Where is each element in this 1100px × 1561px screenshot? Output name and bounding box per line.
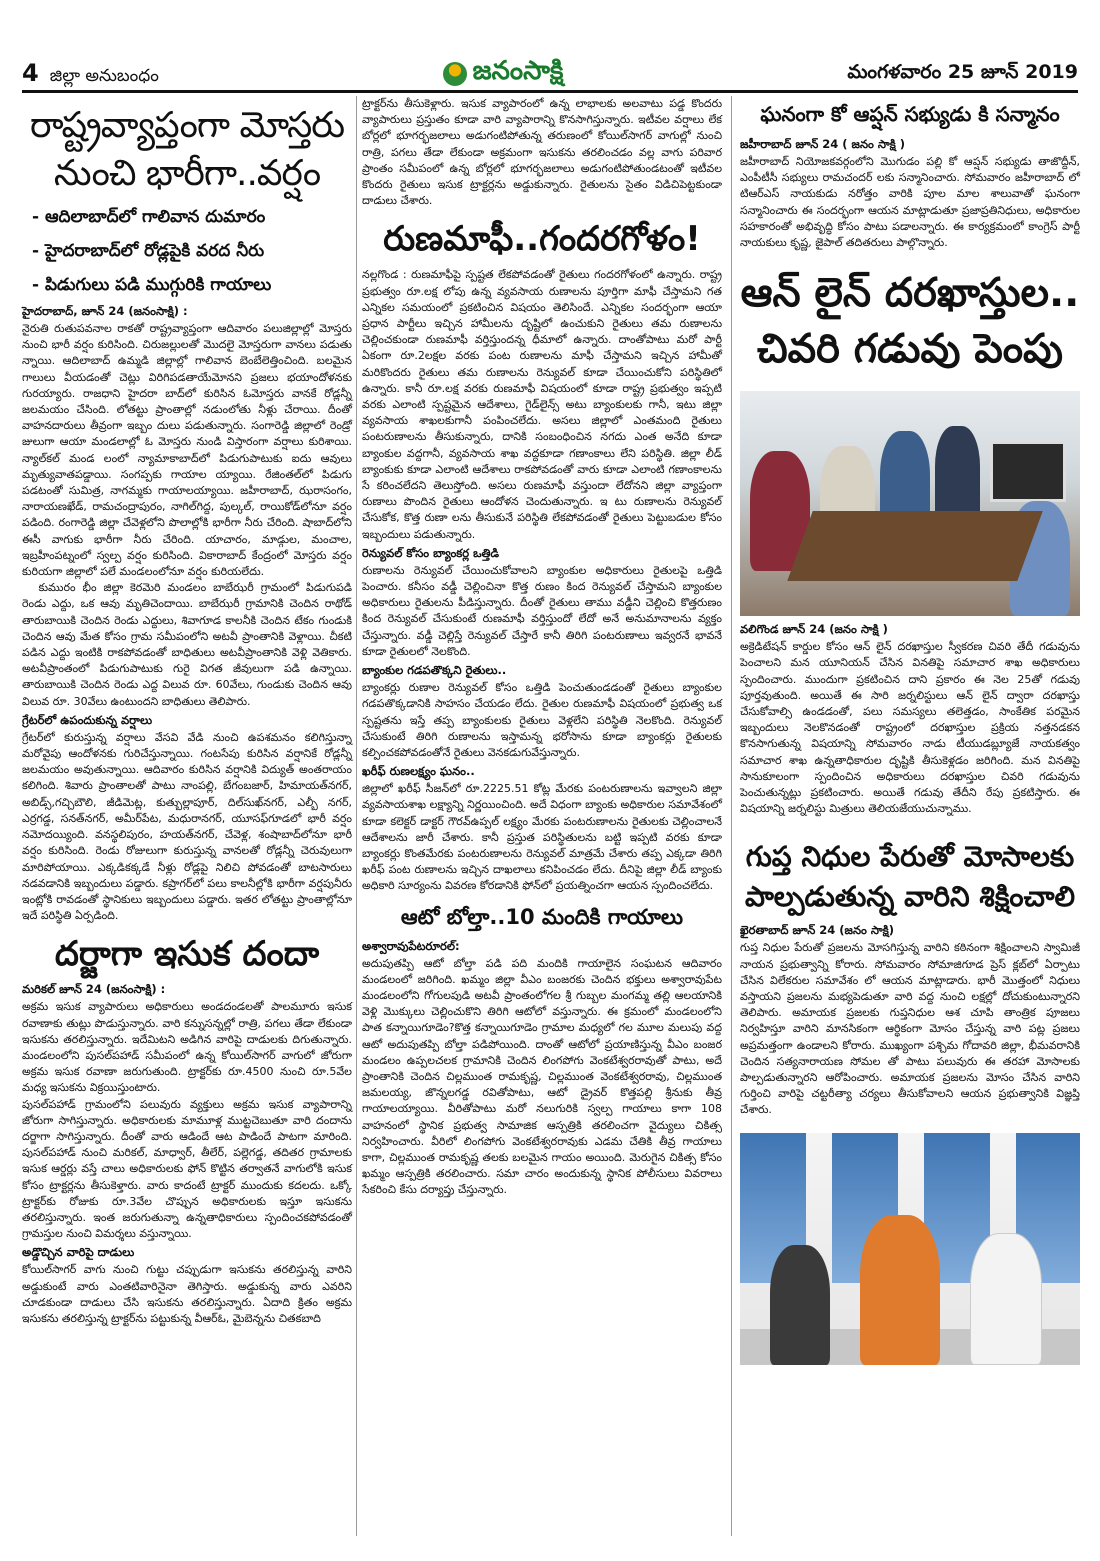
page-number: 4 (22, 58, 39, 87)
person-shape (860, 1215, 940, 1365)
issue-date: మంగళవారం 25 జూన్ 2019 (847, 60, 1078, 83)
column-divider (731, 96, 732, 1536)
article-paragraph: గుప్త నిధుల పేరుతో ప్రజలను మోసగిస్తున్న వారిని కఠినంగా శిక్షించాలని స్వామిజీ నాయన ప్రభుత్వాన్ని కోరారు. సోమవారం సోమాజిగూడ ప్రెస్‌ క్లబ్‌లో ఏర్పాటు చేసిన విలేకరుల సమావేశం లో ఆయన మాట్లాడారు. భారీ మొత్తంలో నిధులు వస్తాయని ప్రజలను మభ్యపెడుతూ వారి వద్ద నుంచి లక్షల్లో దోచుకుంటున్నారని తెలిపారు. అమాయక ప్రజలకు గుప్తనిధుల ఆశ చూపి తాంత్రిక పూజలు నిర్వహిస్తూ వారిని మానసికంగా ఆర్థికంగా మోసం చేస్తున్న వారి పట్ల ప్రజలు అప్రమత్తంగా ఉండాలని కోరారు. ముఖ్యంగా పశ్చిమ గోదావరి జిల్లా, భీమవరానికి చెందిన సత్యనారాయణ సోమల తో పాటు పలువురు ఈ తరహా మోసాలకు పాల్పడుతున్నారని ఆరోపించారు. అమాయక ప్రజలను మోసం చేసిన వారిని గుర్తించి వారిపై చట్టరీత్యా చర్యలు తీసుకోవాలని ఆయన ప్రభుత్వానికి విజ్ఞప్తి చేశారు. (740, 941, 1080, 1117)
monitor-shape (990, 441, 1066, 502)
article-paragraph: అక్రమ ఇసుక వ్యాపారులు అధికారులు అండదండలతో పాలమూరు ఇసుక రవాణాకు తుట్లు పొడుస్తున్నారు. వారి కన్నుసన్నల్లో రాత్రి, పగలు తేడా లేకుండా ఇసుకను తరలిస్తున్నారు. ఇదేమిటని అడిగిన వారిపై దాడులకు దిగుతున్నారు. మండలంలోని పుసల్‌పహాడ్‌ సమీపంలో ఉన్న కోయిల్‌సాగర్‌ వాగులో జోరుగా అక్రమ ఇసుక రవాణా జరుగుతుంది. ట్రాక్టర్‌కు రూ.4500 నుంచి రూ.5వేల మధ్య ఇసుకను విక్రయిస్తుంటారు. (22, 1000, 352, 1095)
column-2 (362, 96, 722, 1199)
article-paragraph: నైరుతి రుతుపవనాల రాకతో రాష్ట్రవ్యాప్తంగా ఆదివారం పలుజిల్లాల్లో మోస్తరు నుంచి భారీ వర్షం కురిసింది. చిరుజల్లులతో మొదలై మోస్తరుగా వానలు పడుతు న్నాయి. ఆదిలాబాద్‌ ఉమ్మడి జిల్లాల్లో గాలివాన బెంబేలెత్తించింది. బలమైన గాలులు వీయడంతో చెట్లు విరిగిపడతాయేమోనని ప్రజలు భయాందోళనకు గురయ్యారు. రాజధాని హైదరా బాద్‌లో కురిసిన ఓమోస్తరు వానకే రోడ్లన్నీ జలమయం చేసింది. లోతట్టు ప్రాంతాల్లో నడుంలోతు నీళ్లు చేరాయి. దీంతో వాహనదారులు తీవ్రంగా ఇబ్బం దులు పడుతున్నారు. సంగారెడ్డి జిల్లాలో రెండ్రో జులుగా ఆయా మండలాల్లో ఓ మోస్తరు నుండి విస్తారంగా వర్షాలు కురిశాయి. న్యాల్‌కల్‌ మండ లంలో న్యామాకాబాద్‌లో పిడుగుపాటుకు ఐదు ఆవులు మృత్యువాతపడ్డాయి. సంగప్పకు గాయాల య్యాయి. రేజింతల్‌లో పిడుగు పడటంతో సుమిత్ర, నాగమ్మకు గాయాలయ్యాయి. జహీరాబాద్‌, ఝరాసంగం, నారాయణఖేడ్‌, రామచంద్రాపురం, నాగిల్‌గిద్ద, పుల్కల్‌, రాయికోడ్‌లోనూ వర్షం పడింది. రంగారెడ్డి జిల్లా చేవెళ్లలోని పొలాల్లోకి భారీగా నీరు చేరింది. షాబాద్‌లోని ఈసీ వాగుకు భారీగా నీరు చేరింది. యాచారం, మాడ్గుల, మంచాల, ఇబ్రహీంపట్నంలో స్వల్ప వర్షం కురిసింది. వికారాబాద్‌ కేంద్రంలో మోస్తరు వర్షం కురియగా జిల్లాలో పలే మండలంలోనూ వర్షం కురియలేదు. (22, 322, 352, 579)
masthead (443, 56, 564, 92)
article-paragraph: కుమురం భీం జిల్లా కెరమెరి మండలం బాబేఝరీ గ్రామంలో పిడుగుపడి రెండు ఎద్దు, ఒక ఆవు మృతిచెందాయి. బాబేఝరీ గ్రామానికి చెందిన రాథోడ్‌ తారుబాయికి చెందిన రెండు ఎద్దులు, శివాగూడ కాలనీకి చెందిన టేకం గుండుకి చెందిన ఆవు మేత కోసం గ్రామ సమీపంలోని అటవీ ప్రాంతానికి వెళ్లాయి. చీకటి పడిన ఎద్దు ఇంటికి రాకపోవడంతో బాధితులు అటవీప్రాంతానికి వెళ్లి వెతికారు. అటవీప్రాంతంలో పిడుగుపాటుకు గురై విగత జీవులుగా పడి ఉన్నాయి. తారుబాయికి చెందిన రెండు ఎద్ద విలువ రూ. 60వేలు, గుండుకు చెందిన ఆవు విలువ రూ. 30వేలు ఉంటుందని బాధితులు తెలిపారు. (22, 581, 352, 708)
dateline: హైదరాబాద్‌, జూన్‌ 24 (జనంసాక్షి) : (22, 304, 188, 318)
dateline: ఖైరతాబాద్‌ జూన్‌ 24 (జనం సాక్షి) (740, 923, 894, 938)
dateline: మరికల్‌ జూన్‌ 24 (జనంసాక్షి) : (22, 982, 166, 997)
article-paragraph: నల్లగొండ : రుణమాఫీపై స్పష్టత లేకపోవడంతో రైతులు గందరగోళంలో ఉన్నారు. రాష్ట్ర ప్రభుత్వం రూ.లక్ష లోపు ఉన్న వ్యవసాయ రుణాలను పూర్తిగా మాఫీ చేస్తామని గత ఎన్నికల సమయంలో ప్రకటించిన విషయం తెలిసిందే. ఎన్నికల సందర్భంగా ఆయా ప్రధాన పార్టీలు ఇచ్చిన హామీలను దృష్టిలో ఉంచుకుని రైతులు తమ రుణాలను చెల్లించకుండా రుణమాఫీ వర్తిస్తుందన్న ధీమాలో ఉన్నారు. దాంతోపాటు మరో పార్టీ ఏకంగా రూ.2లక్షల వరకు పంట రుణాలను మాఫీ చేస్తామని ఇచ్చిన హామీతో మరికొందరు రైతులు తమ రుణాలను రెన్యువల్‌ కూడా చేయించుకోని పరిస్థితిలో ఉన్నారు. కానీ రూ.లక్ష వరకు రుణమాఫీ విషయంలో కూడా రాష్ట్ర ప్రభుత్వం ఇప్పటి వరకు ఎలాంటి స్పష్టమైన ఆదేశాలు, గైడ్‌లైన్స్‌ అటు బ్యాంకులకు గానీ, ఇటు జిల్లా వ్యవసాయ శాఖలకుగానీ పంపించలేదు. అసలు జిల్లాలో ఎంతమంది రైతులు పంటరుణాలను తీసుకున్నారు, దానికి సంబంధించిన నగదు ఎంత అనేది కూడా బ్యాంకుల వద్దగానీ, వ్యవసాయ శాఖ వద్దకూడా గణాంకాలు లేని పరిస్థితి. జిల్లా లీడ్‌ బ్యాంకుకు కూడా ఎలాంటి ఆదేశాలు రాకపోవడంతో వారు కూడా ఎలాంటి గణాంకాలను సే కరించలేదని తెలుస్తోంది. అసలు రుణమాఫీ వస్తుందా లేదోనని జిల్లా వ్యాప్తంగా రుణాలు పొందిన రైతులు ఆందోళన చెందుతున్నారు. ఇ టు రుణాలను రెన్యువల్‌ చేసుకోక, కొత్త రుణా లను తీసుకునే పరిస్థితి లేకపోవడంతో రైతులు పెట్టుబడుల కోసం ఇబ్బందులు పడుతున్నారు. (362, 268, 722, 541)
masthead-logo-icon (443, 62, 467, 86)
dateline: జహీరాబాద్‌ జూన్‌ 24 ( జనం సాక్షి ) (740, 137, 905, 151)
headline-auto-accident: ఆటో బోల్తా..10 మందికి గాయాలు (400, 904, 684, 929)
subhead: - ఆదిలాబాద్‌లో గాలివాన దుమారం (32, 207, 266, 227)
table-shape (787, 511, 1042, 581)
article-paragraph: జిల్లాలో ఖరీఫ్‌ సీజన్‌లో రూ.2225.51 కోట్ల మేరకు పంటరుణాలను ఇవ్వాలని జిల్లా వ్యవసాయశాఖ లక్ష్యాన్ని నిర్ణయించింది. అదే విధంగా బ్యాంకు అధికారుల సమావేశంలో కూడా కలెక్టర్‌ డాక్టర్‌ గౌరవ్‌ఉప్పల్‌ లక్ష్యం మేరకు పంటరుణాలను రైతులకు చెల్లించాలనే ఆదేశాలను జారీ చేశారు. కానీ ప్రస్తుత పరిస్థితులను బట్టి ఇప్పటి వరకు కూడా బ్యాంకర్లు కొంతమేరకు పంటరుణాలను రెన్యువల్‌ మాత్రమే చేశారు తప్ప ఎక్కడా తిరిగి ఖరీఫ్‌ పంట రుణాలను ఇచ్చిన దాఖలాలు కనిపించడం లేదు. దీనిపై జిల్లా లీడ్‌ బ్యాంకు అధికారి సూర్యంను వివరణ కోరడానికి ఫోన్‌లో ప్రయత్నించగా ఆయన స్పందించలేదు. (362, 782, 722, 893)
page-header (22, 58, 1078, 93)
press-club-photo (740, 1133, 1080, 1365)
article-paragraph: బ్యాంకర్లు రుణాల రెన్యువల్‌ కోసం ఒత్తిడి పెంచుతుండడంతో రైతులు బ్యాంకుల గడపతొక్కడానికి సాహసం చేయడం లేదు. రైతుల రుణమాఫీ విషయంలో ప్రభుత్వ ఒక స్పష్టతను ఇస్తే తప్ప బ్యాంకులకు రైతులు వెళ్లలేని పరిస్థితి నెలకొంది. రెన్యువల్‌ చేసుకుంటే తిరిగి రుణాలను ఇస్తామన్న భరోసాను కూడా బ్యాంకర్లు రైతులకు కల్పించకపోవడంతోనే రైతులు వెనకడుగువేస్తున్నారు. (362, 681, 722, 759)
page-number-section (22, 59, 159, 90)
article-paragraph: ట్రాక్టర్‌ను తీసుకెళ్లారు. ఇసుక వ్యాపారంలో ఉన్న లాభాలకు అలవాటు పడ్డ కొందరు వ్యాపారులు ప్రస్తుతం కూడా వారి వ్యాపారాన్ని కొనసాగిస్తున్నారు. ఇటీవల వర్షాలు లేక బోర్లలో భూగర్భజలాలు అడుగంటిపోతున్న తరుణంలో కోయిల్‌సాగర్‌ వాగుల్లో నుంచి రాత్రి, పగలు తేడా లేకుండా అక్రమంగా ఇసుకను తరలించడం వల్ల వాగు పరివార ప్రాంతం సమీపంలో ఉన్న బోర్లలో భూగర్భజలాలు అడుగంటిపోతుండటంతో ఇటీవల కొందరు రైతులు ఇసుక ట్రాక్టర్లను అడ్డుకున్నారు. రైతులను సైతం విడిచిపెట్టకుండా దాడులు చేశారు. (362, 97, 722, 208)
section-name: జిల్లా అనుబంధం (49, 65, 159, 86)
masthead-title: జనంసాక్షి (472, 56, 564, 86)
inline-heading: అడ్డొచ్చిన వారిపై దాడులు (22, 1245, 135, 1260)
headline-hidden-treasure: గుప్త నిధుల పేరుతో మోసాలకు పాల్పడుతున్న వారిని శిక్షించాలి (744, 840, 1076, 914)
column-divider (356, 96, 357, 1536)
article-paragraph: పుసల్‌పహాడ్‌ గ్రామంలోని పలువురు వ్యక్తులు అక్రమ ఇసుక వ్యాపారాన్ని జోరుగా సాగిస్తున్నారు. అధికారులకు మామూళ్ల ముట్టచెబుతూ వారి దందాను దర్జాగా సాగిస్తున్నారు. దీంతో వారు ఆడిందే ఆట పాడిందే పాటగా మారింది. పుసల్‌పహాడ్‌ నుంచి మరికల్‌, మాధ్వార్‌, తీలేర్‌, పల్లెగడ్డ, తదితర గ్రామాలకు ఇసుక ఆర్డర్లు వస్తే చాలు అధికారులకు ఫోన్‌ కొట్టిన తర్వాతనే వాగులోకి ఇసుక కోసం ట్రాక్టర్లను తీసుకెళ్తారు. వారు కాదంటే ట్రాక్టర్‌ ముందుకు కదలదు. ఒక్కో ట్రాక్టర్‌కు రోజుకు రూ.3వేల చొప్పున అధికారులకు ఇస్తూ ఇసుకను తరలిస్తున్నారు. ఇంత జరుగుతున్నా ఉన్నతాధికారులు స్పందించకపోవడంతో గ్రామస్తుల నుంచి విమర్శలు వస్తున్నాయి. (22, 1097, 352, 1241)
subhead: - పిడుగులు పడి ముగ్గురికి గాయాలు (32, 275, 272, 295)
column-1 (22, 96, 352, 1327)
headline-rain: రాష్ట్రవ్యాప్తంగా మోస్తరు నుంచి భారీగా..వర్షం (29, 105, 345, 194)
article-paragraph: అదుపుతప్పి ఆటో బోల్తా పడి పది మందికి గాయాలైన సంఘటన ఆదివారం మండలంలో జరిగింది. ఖమ్మం జిల్లా వీఎం బంజరకు చెందిన భక్తులు అశ్వారావుపేట మండలంలోని గోగులపుడి అటవీ ప్రాంతంలోగల శ్రీ గుబ్బల మంగమ్మ తల్లి ఆలయానికి వెళ్లి మొక్కులు చెల్లించుకొని తిరిగి ఆటోలో వస్తున్నారు. ఈ క్రమంలో మండలంలోని పాత కన్నాయిగూడెం?కొత్త కన్నాయిగూడెం గ్రామాల మధ్యలో గల మూల మలుపు వద్ద ఆటో అదుపుతప్పి బోల్తా పడిపోయింది. దాంతో ఆటోలో ప్రయాణిస్తున్న వీఎం బంజర మండలం ఉప్పలచలక గ్రామానికి చెందిన లింగపోగు వెంకటేశ్వరరావుతో పాటు, అదే ప్రాంతానికి చెందిన చిల్లముంత రామకృష్ణ, చిల్లముంత వెంకటేశ్వరరావు, చిల్లముంత జమలయ్య, జొన్నలగడ్డ రవితోపాటు, ఆటో డ్రైవర్‌ కొత్తపల్లి శ్రీనుకు తీవ్ర గాయాలయ్యాయి. వీరితోపాటు మరో నలుగురికి స్వల్ప గాయాలు కాగా 108 వాహనంలో స్థానిక ప్రభుత్వ సామాజిక ఆస్పత్రికి తరలించగా వైద్యులు చికిత్స నిర్వహించారు. వీరిలో లింగపోగు వెంకటేశ్వరరావుకు ఎడమ చేతికి తీవ్ర గాయాలు కాగా, చిల్లముంత రామకృష్ణ తలకు బలమైన గాయం అయింది. మెరుగైన చికిత్స కోసం ఖమ్మం ఆస్పత్రికి తరలించారు. సమా చారం అందుకున్న స్థానిక పోలీసులు వివరాలు సేకరించి కేసు దర్యాప్తు చేస్తున్నారు. (362, 956, 722, 1197)
article-paragraph: రుణాలను రెన్యువల్‌ చేయించుకోవాలని బ్యాంకుల అధికారులు రైతులపై ఒత్తిడి పెంచారు. కనీసం వడ్డీ చెల్లించినా కొత్త రుణం కింద రెన్యువల్‌ చేస్తామని బ్యాంకుల అధికారులు రైతులను పీడిస్తున్నారు. దీంతో రైతులు తాము వడ్డీని చెల్లించి కొత్తరుణం కింద రెన్యువల్‌ చేసుకుంటే రుణమాఫీ వర్తిస్తుందో లేదో అనే అనుమానాలను వ్యక్తం చేస్తున్నారు. వడ్డీ చెల్లిస్తే రెన్యువల్‌ చేస్తారే కానీ తిరిగి పంటరుణాలు ఇవ్వరనే భావనే కూడా రైతులలో నెలకొంది. (362, 563, 722, 658)
article-paragraph: అక్రెడిటేషన్‌ కార్డుల కోసం ఆన్‌ లైన్‌ దరఖాస్తుల స్వీకరణ చివరి తేదీ గడువును పెంచాలని మన యూనియన్‌ చేసిన వినతిపై సమాచార శాఖ అధికారులు స్పందించారు. ముందుగా ప్రకటించిన దాని ప్రకారం ఈ నెల 25తో గడువు పూర్తవుతుంది. అయితే ఈ సారి జర్నలిస్టులు ఆన్‌ లైన్‌ ద్వారా దరఖాస్తు చేసుకోవాల్సి ఉండడంతో, పలు సమస్యలు తలెత్తడం, సాంకేతిక పరమైన ఇబ్బందులు నెలకొనడంతో రాష్ట్రంలో దరఖాస్తుల ప్రక్రియ నత్తనడకన కొనసాగుతున్న విషయాన్ని సోమవారం నాడు టీయుడబ్ల్యూజే నాయకత్వం సమాచార శాఖ ఉన్నతాధికారుల దృష్టికి తీసుకెళ్లడం జరిగింది. మన వినతిపై సానుకూలంగా స్పందించిన అధికారులు దరఖాస్తుల చివరి గడువును పెంచుతున్నట్లు ప్రకటించారు. అయితే గడువు తేదీని రేపు ప్రకటిస్తారు. ఈ విషయాన్ని జర్నలిస్టు మిత్రులు తెలియజేయుచున్నాము. (740, 640, 1080, 816)
headline-online-applications: ఆన్‌ లైన్‌ దరఖాస్తుల.. చివరి గడువు పెంపు (740, 270, 1080, 373)
headline-felicitation: ఘనంగా కో ఆప్షన్‌ సభ్యుడు కి సన్మానం (760, 102, 1060, 126)
article-paragraph: కోయిల్‌సాగర్‌ వాగు నుంచి గుట్టు చప్పుడుగా ఇసుకను తరలిస్తున్న వారిని అడ్డుకుంటే వారు ఎంతటివారినైనా తెగిస్తారు. అడ్డుకున్న వారు ఎవరిని చూడకుండా దాడులు చేసి ఇసుకను తరలిస్తున్నారు. ఏదాది క్రితం అక్రమ ఇసుకను తరలిస్తున్న ట్రాక్టర్‌ను పట్టుకున్న వీఆర్‌ఓ, మైబెన్నను చితకబాది (22, 1263, 352, 1325)
dateline: వలిగొండ జూన్‌ 24 (జనం సాక్షి ) (740, 622, 888, 637)
inline-heading: ఖరీఫ్‌ రుణలక్ష్యం ఘనం.. (362, 764, 475, 779)
dateline: అశ్వారావుపేటరూరల్‌: (362, 938, 460, 953)
inline-heading: బ్యాంకుల గడపతొక్కని రైతులు.. (362, 663, 507, 678)
subhead: - హైదరాబాద్‌లో రోడ్లపైకి వరద నీరు (32, 241, 265, 261)
person-shape (970, 1233, 1042, 1365)
headline-sand: దర్జాగా ఇసుక దందా (54, 934, 320, 975)
headline-loan-waiver: రుణమాఫీ..గందరగోళం! (383, 219, 701, 260)
column-3 (740, 96, 1080, 1365)
article-paragraph: గ్రేటర్‌లో కురుస్తున్న వర్షాలు వేసవి వేడి నుంచి ఉపశమనం కలిగిస్తున్నా మరోవైపు ఆందోళనకు గురిచేస్తున్నాయి. గంటసేపు కురిసిన వర్షానికే రోడ్లన్నీ జలమయం అవుతున్నాయి. ఆదివారం కురిసిన వర్షానికి విద్యుత్‌ అంతరాయం కలిగింది. శివారు ప్రాంతాలతో పాటు నాంపల్లి, బేగంబజార్‌, హిమాయత్‌నగర్‌, అబిడ్స్‌,గచ్చిబౌలి, జీడిమెట్ల, కుత్బుల్లాపూర్‌, దిల్‌సుఖ్‌నగర్‌, ఎల్బీ నగర్‌, ఎర్రగడ్డ, సనత్‌నగర్‌, అమీర్‌పేట, మధురానగర్‌, యూసఫ్‌గూడలో భారీ వర్షం నమోదయ్యింది. వనస్థలిపురం, హయత్‌నగర్‌, చేవెళ్ల, శంషాబాద్‌లోనూ భారీ వర్షం కురిసింది. రెండు రోజులుగా కురుస్తున్న వానలతో రోడ్లన్నీ చెరువులుగా మారిపోయాయి. ఎక్కడికక్కడే నీళ్లు రోడ్లపై నిలిచి పోవడంతో బాటసారులు నడవడానికి ఇబ్బందులు పడ్డారు. కప్రాగర్‌లో పలు కాలనీల్లోకి భారీగా వర్షపునీరు ఇంట్లోకి రావడంతో స్థానికులు ఇబ్బందులు పడ్డారు. ఇతర లోతట్టు ప్రాంతాల్లోనూ ఇదే పరిస్థితి ఏర్పడింది. (22, 730, 352, 923)
person-shape (770, 1245, 830, 1365)
article-paragraph: జహీరాబాద్‌ నియోజకవర్గంలోని మొగుడం పల్లి కో ఆప్షన్‌ సభ్యుడు తాజొద్దీన్‌, ఎంపీటీసీ సభ్యులు రామచందర్‌ లకు సన్మానించారు. సోమవారం జహీరాబాద్‌ లో టిఆర్‌ఎస్‌ నాయకుడు నరోత్తం వారికి పూల మాల శాలువాతో ఘనంగా సన్మానించారు ఈ సందర్భంగా ఆయన మాట్లాడుతూ ప్రజాప్రతినిధులు, అధికారుల సహకారంతో అభివృద్ధి కోసం పాటు పడాలన్నారు. ఈ కార్యక్రమంలో కాంగ్రెస్‌ పార్టీ నాయకులు కృష్ణ, జైపాల్‌ తదితరులు పాల్గొన్నారు. (740, 155, 1080, 250)
inline-heading: రెన్యువల్‌ కోసం బ్యాంకర్ల ఒత్తిడి (362, 545, 500, 560)
inline-heading: గ్రేటర్‌లో ఉపందుకున్న వర్షాలు (22, 712, 153, 727)
meeting-photo (740, 391, 1080, 616)
